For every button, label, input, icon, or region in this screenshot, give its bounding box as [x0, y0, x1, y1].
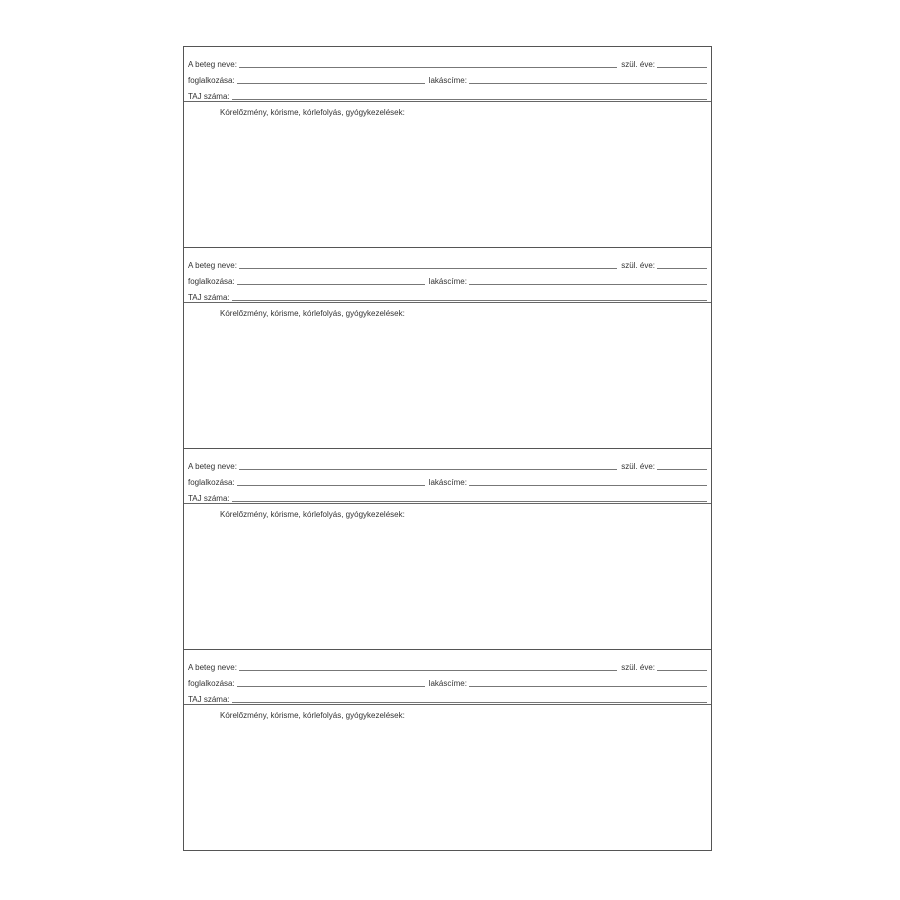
medical-notes-area[interactable]	[184, 303, 711, 448]
occupation-address-row	[188, 471, 707, 487]
medical-notes-label: Kórelőzmény, kórisme, kórlefolyás, gyógykezelések:	[220, 711, 405, 720]
birth-year-field[interactable]	[657, 67, 707, 68]
patient-name-field[interactable]	[239, 268, 617, 269]
occupation-address-row	[188, 270, 707, 286]
patient-record-section	[184, 449, 711, 650]
patient-name-row	[188, 254, 707, 270]
address-label: lakáscíme:	[428, 478, 467, 487]
patient-record-section	[184, 650, 711, 850]
address-label: lakáscíme:	[428, 679, 467, 688]
medical-notes-area[interactable]	[184, 102, 711, 247]
taj-label: TAJ száma:	[188, 494, 230, 503]
occupation-address-row	[188, 69, 707, 85]
medical-notes-area[interactable]	[184, 705, 711, 850]
patient-record-section	[184, 47, 711, 248]
patient-name-label: A beteg neve:	[188, 663, 237, 672]
patient-details-header	[184, 47, 711, 102]
taj-field[interactable]	[232, 300, 707, 301]
occupation-address-row	[188, 672, 707, 688]
taj-field[interactable]	[232, 501, 707, 502]
taj-label: TAJ száma:	[188, 695, 230, 704]
patient-name-row	[188, 53, 707, 69]
medical-notes-label: Kórelőzmény, kórisme, kórlefolyás, gyógykezelések:	[220, 309, 405, 318]
birth-year-label: szül. éve:	[621, 663, 655, 672]
taj-field[interactable]	[232, 702, 707, 703]
taj-row	[188, 85, 707, 101]
patient-record-section	[184, 248, 711, 449]
medical-notes-area[interactable]	[184, 504, 711, 649]
occupation-label: foglalkozása:	[188, 679, 235, 688]
occupation-label: foglalkozása:	[188, 76, 235, 85]
patient-name-field[interactable]	[239, 670, 617, 671]
taj-row	[188, 688, 707, 704]
patient-name-row	[188, 656, 707, 672]
patient-details-header	[184, 650, 711, 705]
occupation-field[interactable]	[237, 485, 425, 486]
taj-label: TAJ száma:	[188, 293, 230, 302]
address-field[interactable]	[469, 485, 707, 486]
patient-name-label: A beteg neve:	[188, 462, 237, 471]
medical-notes-label: Kórelőzmény, kórisme, kórlefolyás, gyógykezelések:	[220, 108, 405, 117]
patient-name-label: A beteg neve:	[188, 60, 237, 69]
patient-details-header	[184, 248, 711, 303]
address-label: lakáscíme:	[428, 76, 467, 85]
address-field[interactable]	[469, 284, 707, 285]
patient-name-field[interactable]	[239, 67, 617, 68]
birth-year-field[interactable]	[657, 268, 707, 269]
taj-row	[188, 487, 707, 503]
occupation-field[interactable]	[237, 83, 425, 84]
patient-record-form	[183, 46, 712, 851]
taj-row	[188, 286, 707, 302]
taj-label: TAJ száma:	[188, 92, 230, 101]
birth-year-label: szül. éve:	[621, 60, 655, 69]
address-label: lakáscíme:	[428, 277, 467, 286]
occupation-label: foglalkozása:	[188, 277, 235, 286]
address-field[interactable]	[469, 83, 707, 84]
medical-notes-label: Kórelőzmény, kórisme, kórlefolyás, gyógykezelések:	[220, 510, 405, 519]
occupation-label: foglalkozása:	[188, 478, 235, 487]
address-field[interactable]	[469, 686, 707, 687]
occupation-field[interactable]	[237, 284, 425, 285]
birth-year-field[interactable]	[657, 469, 707, 470]
birth-year-label: szül. éve:	[621, 462, 655, 471]
occupation-field[interactable]	[237, 686, 425, 687]
patient-name-field[interactable]	[239, 469, 617, 470]
birth-year-label: szül. éve:	[621, 261, 655, 270]
birth-year-field[interactable]	[657, 670, 707, 671]
patient-name-label: A beteg neve:	[188, 261, 237, 270]
patient-details-header	[184, 449, 711, 504]
taj-field[interactable]	[232, 99, 707, 100]
patient-name-row	[188, 455, 707, 471]
